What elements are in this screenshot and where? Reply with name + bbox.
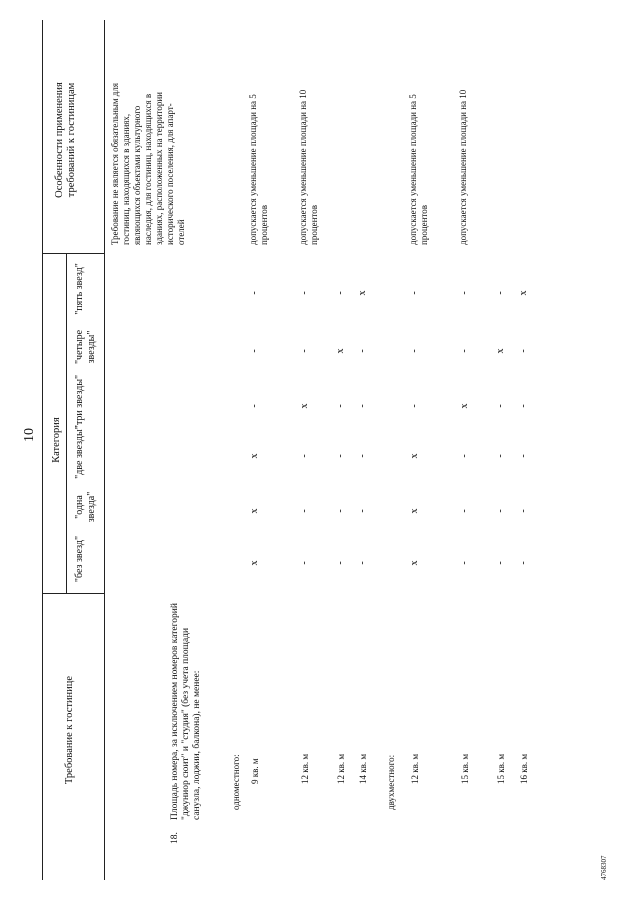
row-mark: -	[495, 454, 506, 458]
item-feature: Требование не является обязательным для гостиниц, находящихся в зданиях, являющихся объектами культурного наследия, для гостиниц, находящихся в зданиях, расположенных на территории исторического поселения, для апарт-отелей	[110, 83, 186, 245]
row-mark: x	[409, 453, 420, 459]
header-features: Особенности применения требований к гостиницам	[54, 82, 77, 198]
group-title: одноместного:	[231, 754, 241, 810]
row-mark: -	[459, 291, 470, 295]
row-mark: -	[335, 404, 346, 408]
row-mark: -	[335, 454, 346, 458]
category-column-header: "одна звезда"	[74, 491, 97, 523]
col-divider-right	[42, 253, 104, 254]
row-mark: x	[409, 508, 420, 514]
row-mark: x	[357, 290, 368, 296]
row-mark: -	[357, 509, 368, 513]
row-mark: -	[459, 454, 470, 458]
rotated-page	[20, 20, 620, 880]
page-number: 10	[22, 428, 37, 442]
item-number: 18.	[170, 832, 180, 844]
row-mark: -	[409, 291, 420, 295]
group-title: двухместного:	[386, 754, 396, 810]
row-mark: -	[335, 509, 346, 513]
row-mark: -	[249, 349, 260, 353]
row-mark: -	[518, 561, 529, 565]
row-mark: x	[518, 290, 529, 296]
row-mark: -	[459, 349, 470, 353]
row-mark: -	[299, 454, 310, 458]
row-mark: -	[357, 561, 368, 565]
row-mark: -	[299, 561, 310, 565]
row-area: 15 кв. м	[460, 753, 470, 784]
row-mark: x	[459, 403, 470, 409]
row-area: 15 кв. м	[496, 753, 506, 784]
row-mark: -	[518, 454, 529, 458]
row-mark: -	[495, 509, 506, 513]
row-mark: -	[495, 291, 506, 295]
row-mark: x	[249, 453, 260, 459]
header-bottom-rule	[104, 20, 105, 880]
category-column-header: "три звезды"	[74, 374, 85, 430]
row-mark: -	[357, 404, 368, 408]
row-mark: x	[249, 508, 260, 514]
row-mark: x	[495, 348, 506, 354]
header-requirement: Требование к гостинице	[64, 675, 75, 785]
row-note: допускается уменьшение площади на 10 процентов	[298, 89, 319, 245]
row-mark: -	[495, 404, 506, 408]
row-area: 14 кв. м	[358, 753, 368, 784]
category-column-header: "пять звезд"	[74, 263, 85, 315]
header-category: Категория	[51, 417, 62, 463]
row-area: 16 кв. м	[519, 753, 529, 784]
row-area: 12 кв. м	[300, 753, 310, 784]
category-column-header: "две звезды"	[74, 425, 85, 479]
row-mark: -	[409, 349, 420, 353]
row-note: допускается уменьшение площади на 10	[458, 89, 468, 245]
row-area: 9 кв. м	[250, 758, 260, 784]
table-top-rule	[42, 20, 43, 880]
row-mark: -	[299, 509, 310, 513]
row-mark: -	[459, 509, 470, 513]
row-note: допускается уменьшение площади на 5 процентов	[248, 94, 269, 245]
row-area: 12 кв. м	[410, 753, 420, 784]
document-id: 4768307	[600, 855, 608, 880]
row-mark: x	[409, 560, 420, 566]
row-mark: -	[409, 404, 420, 408]
item-text: Площадь номера, за исключением номеров категорий "джуниор сюит" и "студия" (без учета площади санузла, лоджии, балкона), не менее:	[170, 603, 202, 820]
row-mark: x	[249, 560, 260, 566]
row-mark: -	[249, 404, 260, 408]
row-mark: -	[357, 454, 368, 458]
row-mark: -	[335, 291, 346, 295]
row-mark: -	[459, 561, 470, 565]
row-mark: x	[335, 348, 346, 354]
row-mark: -	[495, 561, 506, 565]
row-mark: -	[249, 291, 260, 295]
row-mark: x	[299, 403, 310, 409]
row-mark: -	[299, 349, 310, 353]
category-column-header: "без звезд"	[74, 535, 85, 583]
row-mark: -	[518, 404, 529, 408]
category-rule	[66, 254, 67, 594]
row-area: 12 кв. м	[336, 753, 346, 784]
row-mark: -	[518, 509, 529, 513]
row-mark: -	[335, 561, 346, 565]
col-divider-left	[42, 593, 104, 594]
category-column-header: "четыре звезды"	[74, 329, 97, 365]
row-mark: -	[518, 349, 529, 353]
row-note: допускается уменьшение площади на 5 процентов	[408, 94, 429, 245]
row-mark: -	[357, 349, 368, 353]
row-mark: -	[299, 291, 310, 295]
